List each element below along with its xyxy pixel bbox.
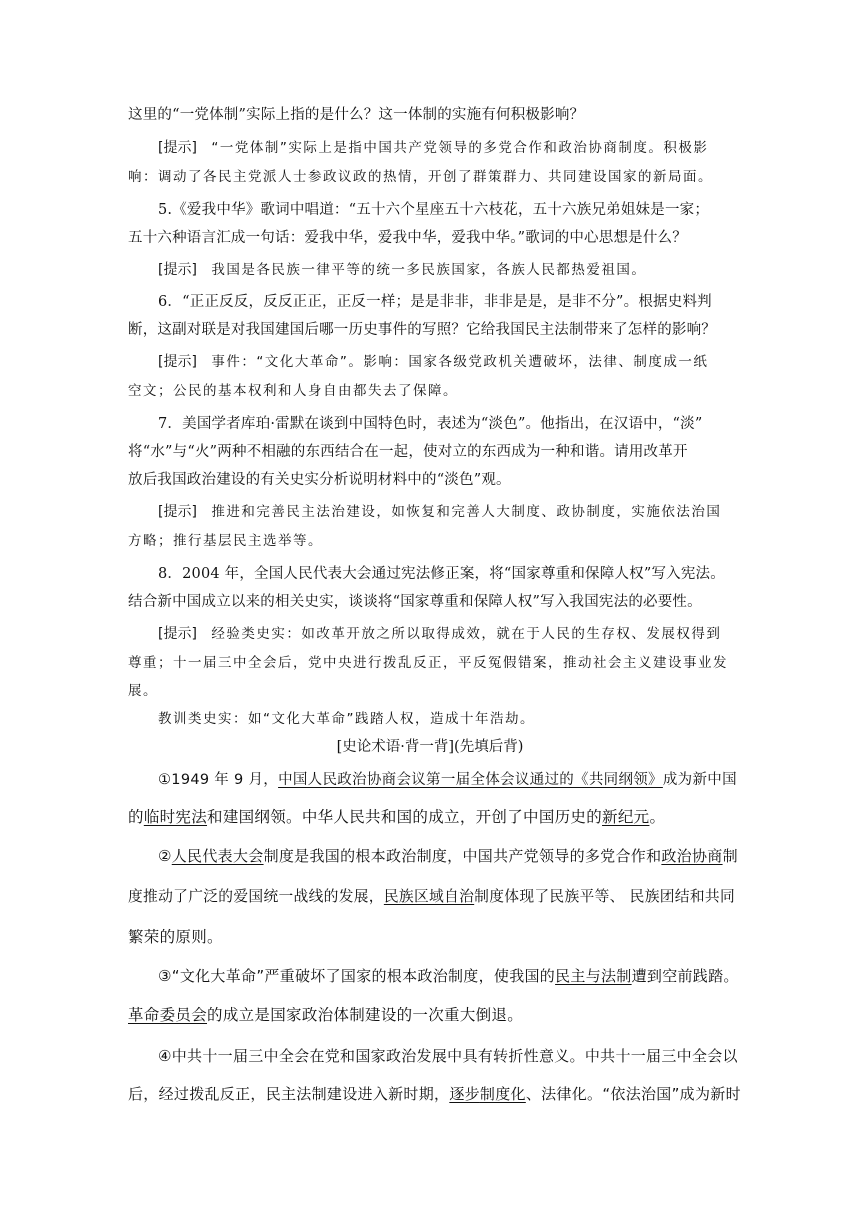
text-run: ①1949 年 9 月，	[158, 772, 279, 788]
hint-label: [提示]	[158, 354, 197, 370]
term-paragraph-1	[128, 805, 665, 827]
term-paragraph-2: 繁荣的原则。	[128, 928, 223, 946]
term-paragraph-3	[128, 1003, 523, 1025]
text-run: ②	[158, 847, 172, 865]
question-7-text: 7．美国学者库珀·雷默在谈到中国特色时，表述为“淡色”。他指出，在汉语中，“淡”	[158, 416, 703, 432]
term-paragraph-2	[158, 845, 738, 866]
hint-6	[158, 350, 708, 371]
underlined-term: 人民代表大会	[171, 847, 264, 865]
hint-text: 我国是各民族一律平等的统一多民族国家，各族人民都热爱祖国。	[211, 262, 647, 278]
text-run: ③“文化大革命”严重破坏了国家的根本政治制度，使我国的	[158, 967, 556, 985]
question-5-text: 五十六种语言汇成一句话：爱我中华，爱我中华，爱我中华。”歌词的中心思想是什么？	[128, 230, 687, 246]
underlined-term: 新纪元	[602, 808, 650, 826]
text-run: 和建国纲领。中华人民共和国的成立，开创了中国历史的	[207, 808, 603, 826]
term-paragraph-1	[158, 768, 737, 789]
question-8-text: 8．2004 年，全国人民代表大会通过宪法修正案，将“国家尊重和保障人权”写入宪法。	[158, 566, 725, 582]
hint-text: 推进和完善民主法治建设，如恢复和完善人大制度、政协制度，实施依法治国	[211, 504, 722, 520]
hint-text: 经验类史实：如改革开放之所以取得成效，就在于人民的生存权、发展权得到	[211, 626, 722, 642]
text-run: 后，经过拨乱反正，民主法制建设进入新时期，	[128, 1085, 450, 1103]
text-run: 制	[722, 847, 738, 865]
text-run: 制度是我国的根本政治制度，中国共产党领导的多党合作和	[263, 847, 662, 865]
underlined-term: 政治协商	[661, 847, 723, 865]
hint-text: “一党体制”实际上是指中国共产党领导的多党合作和政治协商制度。积极影	[211, 140, 709, 156]
text-run: 成为新中国	[662, 772, 737, 788]
text-run: 的成立是国家政治体制建设的一次重大倒退。	[207, 1006, 524, 1024]
underlined-term: 临时宪法	[143, 808, 208, 826]
term-paragraph-2	[128, 885, 735, 906]
text-run: 遭到空前践踏。	[631, 967, 739, 985]
hint-label: [提示]	[158, 626, 197, 642]
term-paragraph-3	[158, 965, 739, 986]
question-7-text: 放后我国政治建设的有关史实分析说明材料中的“淡色”观。	[128, 472, 511, 488]
underlined-term: 逐步	[449, 1085, 480, 1103]
hint-text: 教训类史实：如“文化大革命”践踏人权，造成十年浩劫。	[158, 711, 535, 727]
text-run: 、法律化。“依法治国”成为新时	[525, 1085, 741, 1103]
hint-8	[158, 622, 721, 643]
section-title: [史论术语·背一背](先填后背)	[336, 739, 524, 755]
underlined-term: 制度化	[479, 1085, 526, 1103]
hint-label: [提示]	[158, 504, 197, 520]
hint-text: 响：调动了各民主党派人士参政议政的热情，开创了群策群力、共同建设国家的新局面。	[128, 169, 713, 185]
term-paragraph-4: ④中共十一届三中全会在党和国家政治发展中具有转折性意义。中共十一届三中全会以	[158, 1047, 738, 1065]
hint-4	[158, 136, 708, 157]
term-paragraph-4	[128, 1083, 741, 1104]
question-4-text: 这里的“一党体制”实际上指的是什么？这一体制的实施有何积极影响？	[128, 107, 585, 123]
question-6-text: 断，这副对联是对我国建国后哪一历史事件的写照？它给我国民主法制带来了怎样的影响？	[128, 322, 716, 338]
question-7-text: 将“水”与“火”两种不相融的东西结合在一起，使对立的东西成为一种和谐。请用改革开	[128, 444, 688, 460]
hint-5	[158, 258, 646, 279]
underlined-term: 民主与法制	[555, 967, 632, 985]
underlined-term: 革命委员会	[128, 1006, 208, 1024]
hint-7	[158, 500, 721, 521]
hint-label: [提示]	[158, 140, 197, 156]
hint-text: 展。	[128, 683, 158, 699]
hint-text: 事件：“文化大革命”。影响：国家各级党政机关遭破坏，法律、制度成一纸	[211, 354, 709, 370]
hint-text: 方略；推行基层民主选举等。	[128, 533, 323, 549]
underlined-term: 中国人民政治协商会议第一届全体会议通过的《共同纲领》	[278, 772, 663, 788]
question-6-text: 6．“正正反反，反反正正，正反一样；是是非非，非非是是，是非不分”。根据史料判	[158, 294, 712, 310]
question-5-text: 5.《爱我中华》歌词中唱道：“五十六个星座五十六枝花，五十六族兄弟姐妹是一家；	[158, 202, 710, 218]
text-run: 的	[128, 808, 144, 826]
hint-text: 空文；公民的基本权利和人身自由都失去了保障。	[128, 383, 458, 399]
question-8-text: 结合新中国成立以来的相关史实，谈谈将“国家尊重和保障人权”写入我国宪法的必要性。	[128, 594, 702, 610]
text-run: 。	[649, 808, 666, 826]
hint-text: 尊重；十一届三中全会后，党中央进行拨乱反正，平反冤假错案，推动社会主义建设事业发	[128, 655, 728, 671]
text-run: 制度体现了民族平等、 民族团结和共同	[474, 888, 736, 905]
underlined-term: 民族区域自治	[383, 888, 475, 905]
text-run: 度推动了广泛的爱国统一战线的发展，	[128, 888, 384, 905]
hint-label: [提示]	[158, 262, 197, 278]
